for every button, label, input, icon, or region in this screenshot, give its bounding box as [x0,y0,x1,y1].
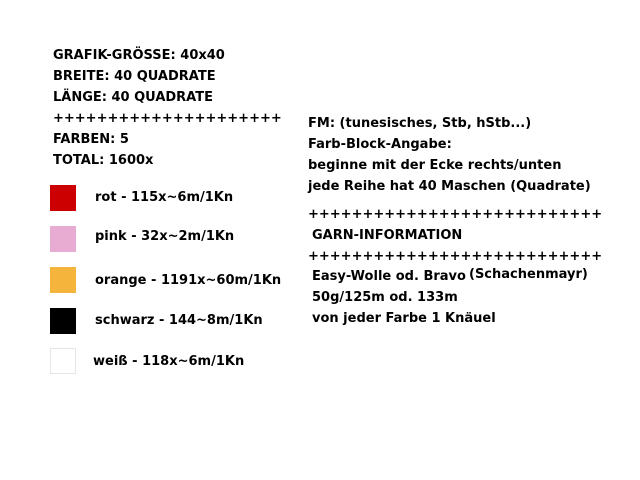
total-text: TOTAL: 1600x [53,153,154,168]
yarn-name-text: Easy-Wolle od. Bravo [312,269,466,284]
skein-per-color-text: von jeder Farbe 1 Knäuel [312,311,496,326]
separator-line: +++++++++++++++++++++++++++ [308,249,603,264]
swatch-black [50,308,76,334]
swatch-red [50,185,76,211]
legend-label-orange: orange - 1191x~60m/1Kn [95,273,282,288]
row-stitches-text: jede Reihe hat 40 Maschen (Quadrate) [308,179,591,194]
graphic-size-text: GRAFIK-GRÖSSE: 40x40 [53,48,225,63]
width-text: BREITE: 40 QUADRATE [53,69,216,84]
length-text: LÄNGE: 40 QUADRATE [53,90,213,105]
yarn-brand-text: (Schachenmayr) [469,267,588,282]
swatch-white [50,348,76,374]
swatch-orange [50,267,76,293]
legend-label-black: schwarz - 144~8m/1Kn [95,313,263,328]
separator-line: +++++++++++++++++++++ [53,111,282,126]
block-instruction-heading: Farb-Block-Angabe: [308,137,452,152]
stitch-types-text: FM: (tunesisches, Stb, hStb...) [308,116,532,131]
yarn-info-heading: GARN-INFORMATION [312,228,463,243]
legend-label-red: rot - 115x~6m/1Kn [95,190,234,205]
separator-line: +++++++++++++++++++++++++++ [308,207,603,222]
legend-label-white: weiß - 118x~6m/1Kn [93,354,245,369]
start-corner-text: beginne mit der Ecke rechts/unten [308,158,562,173]
swatch-pink [50,226,76,252]
legend-label-pink: pink - 32x~2m/1Kn [95,229,235,244]
color-count-text: FARBEN: 5 [53,132,129,147]
yarn-weight-text: 50g/125m od. 133m [312,290,458,305]
